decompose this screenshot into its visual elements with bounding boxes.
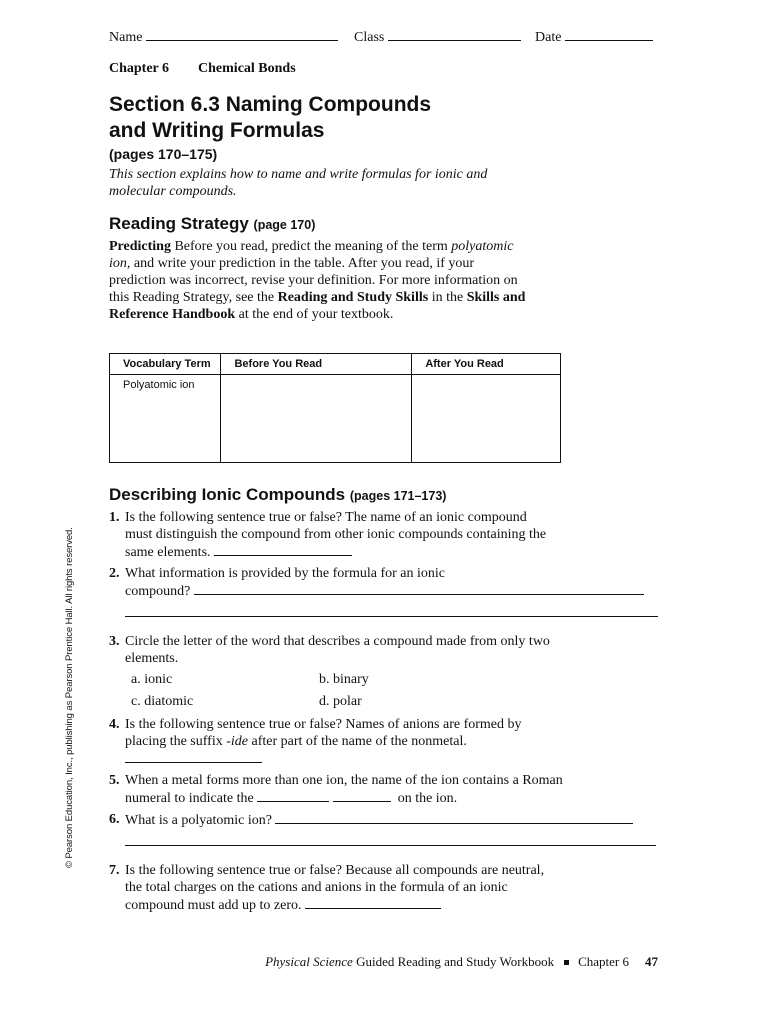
table-row [110,375,561,463]
answer-6-blank-line2[interactable] [125,845,656,846]
section-intro: This section explains how to name and write formulas for ionic and molecular compounds. [109,167,488,199]
section-pages: (pages 170–175) [109,146,218,162]
question-7: 7. Is the following sentence true or false? Because all compounds are neutral, the total charges on the cations and anions in the formula of an ionic compound must add up to zero. [109,863,545,913]
after-you-read-cell[interactable] [412,375,561,463]
question-5: 5. When a metal forms more than one ion, the name of the ion contains a Roman numeral to indicate the on the ion. [109,773,563,806]
vocab-term-cell: Polyatomic ion [110,375,221,463]
question-6: 6. What is a polyatomic ion? [109,811,659,829]
option-d[interactable]: d. polar [319,694,362,709]
question-2: 2. What information is provided by the formula for an ionic compound? [109,565,659,600]
question-5-text-b: on the ion. [397,791,458,806]
vocab-table [109,353,561,463]
page-number: 47 [645,954,658,969]
answer-2-blank-line2[interactable] [125,616,658,617]
vocab-col-term: Vocabulary Term [110,354,221,375]
reading-strategy-text: Predicting Before you read, predict the meaning of the term polyatomic ion, and write your prediction in the table. After you read, if your prediction was incorrect, revise your definition. For more information on this Reading Strategy, see the Reading and Study Skills in the Skills and Reference Handbook at the end of your textbook. [109,239,526,322]
class-label: Class [354,30,385,45]
answer-5-blank-1[interactable] [257,789,329,802]
question-5-text-a: When a metal forms more than one ion, the name of the ion contains a Roman numeral to indicate the [125,773,563,806]
class-field[interactable] [354,28,521,46]
question-6-text: What is a polyatomic ion? [125,813,272,828]
answer-5-blank-2[interactable] [333,789,391,802]
vocab-col-before: Before You Read [221,354,412,375]
chapter-line [109,61,296,77]
date-blank[interactable] [565,28,653,41]
question-2-text-a: What information is provided by the formula for an ionic [125,566,445,581]
question-2-text-b: compound? [125,584,191,599]
option-b[interactable]: b. binary [319,672,369,687]
footer-book-italic: Physical Science [265,954,353,969]
vocab-header-row [110,354,561,375]
date-field[interactable] [535,28,653,46]
vocab-col-after: After You Read [412,354,561,375]
before-you-read-cell[interactable] [221,375,412,463]
question-1: 1. Is the following sentence true or false? The name of an ionic compound must distinguish the compound from other ionic compounds containing the same elements. [109,510,547,560]
class-blank[interactable] [388,28,521,41]
question-4: 4. Is the following sentence true or false? Names of anions are formed by placing the suffix -ide after part of the name of the nonmetal. [109,716,564,750]
answer-7-blank[interactable] [305,896,441,909]
chapter-number: Chapter 6 [109,61,170,76]
answer-2-blank[interactable] [194,582,644,595]
footer-chapter: Chapter 6 [578,954,629,969]
answer-1-blank[interactable] [214,543,352,556]
name-label: Name [109,30,143,45]
page-footer [265,954,658,970]
option-a[interactable]: a. ionic [131,672,173,687]
section-title: Section 6.3 Naming Compounds and Writing Formulas [109,93,432,142]
answer-6-blank[interactable] [275,811,633,824]
name-field[interactable] [109,28,338,46]
describing-heading: Describing Ionic Compounds (pages 171–173) [109,485,447,504]
name-blank[interactable] [146,28,338,41]
question-7-text: Is the following sentence true or false? Because all compounds are neutral, the total charges on the cations and anions in the formula of an ionic compound must add up to zero. [125,863,545,913]
question-3-text: Circle the letter of the word that describes a compound made from only two elements. [125,634,550,666]
date-label: Date [535,30,562,45]
question-4-text: Is the following sentence true or false? Names of anions are formed by placing the suffix -ide after part of the name of the nonmetal. [125,717,522,749]
option-c[interactable]: c. diatomic [131,694,194,709]
bullet-icon [564,960,569,965]
question-1-text: Is the following sentence true or false? The name of an ionic compound must distinguish the compound from other ionic compounds containing the same elements. [125,510,547,560]
copyright-notice: © Pearson Education, Inc., publishing as Pearson Prentice Hall. All rights reserved. [64,527,75,868]
chapter-title: Chemical Bonds [198,61,296,76]
reading-strategy-heading: Reading Strategy (page 170) [109,214,316,233]
footer-book-rest: Guided Reading and Study Workbook [352,954,555,969]
question-3: 3. Circle the letter of the word that describes a compound made from only two elements. [109,633,559,667]
answer-4-blank[interactable] [125,762,262,763]
